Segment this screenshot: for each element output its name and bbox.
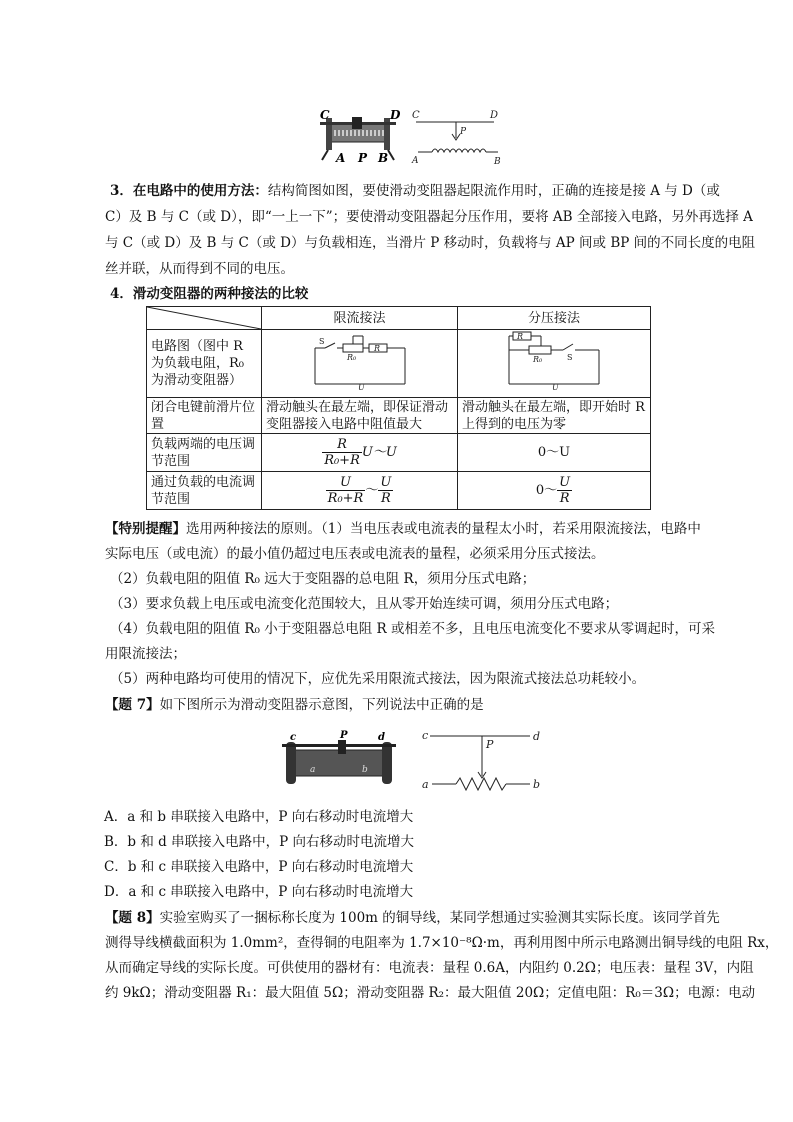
row-label-voltage-range: 负载两端的电压调节范围: [147, 434, 262, 472]
rheostat-schematic: [411, 110, 501, 166]
section3-line3: 与 C（或 D）及 B 与 C（或 D）与负载相连，当滑片 P 移动时，负载将与 AP 间或 BP 间的不同长度的电阻: [105, 235, 756, 251]
comparison-table: [146, 306, 651, 510]
current-fraction-divider: $\frac{U}{R}$: [559, 475, 571, 506]
circuit2-r0: R₀: [533, 355, 543, 364]
circuit2-u: U: [552, 383, 559, 392]
q7-photo-b: b: [362, 765, 368, 775]
tips-line7: （5）两种电路均可使用的情况下，应优先采用限流式接法，因为限流式接法总功耗较小。: [110, 671, 646, 687]
current-range-voltage-divider: 0～ $\frac{U}{R}$: [458, 472, 651, 510]
label-p: P: [358, 151, 368, 165]
q7-rheostat-figure: [282, 728, 544, 792]
q7-rheostat-photo: [282, 730, 396, 784]
circuit-current-limiting: [262, 330, 458, 398]
sch-label-p: P: [460, 127, 467, 137]
circuit1-u: U: [357, 383, 365, 392]
q7-rheostat-schematic: [422, 729, 540, 791]
circuit1-s: S: [318, 337, 324, 346]
q7-sch-a: a: [422, 778, 429, 791]
tips-line1: 【特别提醒】选用两种接法的原则。（1）当电压表或电流表的量程太小时，若采用限流接法，电路中: [105, 521, 701, 537]
q7-photo-p: P: [340, 730, 348, 741]
col-header-current-limiting: 限流接法: [262, 307, 458, 330]
q7-option-b[interactable]: B．b 和 d 串联接入电路中，P 向右移动时电流增大: [104, 834, 414, 850]
tips-line2: 实际电压（或电流）的最小值仍超过电压表或电流表的量程，必须采用分压式接法。: [105, 546, 605, 562]
section3-line1: 3．在电路中的使用方法：结构简图如图，要使滑动变阻器起限流作用时，正确的连接是接 A 与 D（或: [110, 183, 720, 199]
voltage-fraction: $\frac{R}{\text{R₀+R}}$: [324, 437, 360, 468]
section3-line4: 丝并联，从而得到不同的电压。: [105, 261, 294, 277]
slider-position-current-limiting: 滑动触头在最左端，即保证滑动变阻器接入电路中阻值最大: [262, 398, 458, 434]
sch-label-b: B: [494, 157, 501, 166]
q7-sch-b: b: [533, 778, 541, 791]
current-range-current-limiting: $\frac{U}{\text{R₀+R}}$ ～ $\frac{U}{R}$: [262, 472, 458, 510]
label-d: D: [390, 108, 401, 122]
rheostat-figure: [318, 108, 508, 166]
sch-label-d: D: [490, 110, 499, 121]
voltage-range-voltage-divider: 0～U: [458, 434, 651, 472]
circuit1-r0: R₀: [346, 353, 356, 362]
circuit-voltage-divider: [458, 330, 651, 398]
sch-label-a: A: [412, 156, 419, 166]
q7-option-c[interactable]: C．b 和 c 串联接入电路中，P 向右移动时电流增大: [104, 859, 414, 875]
tips-line4: （3）要求负载上电压或电流变化范围较大，且从零开始连续可调，须用分压式电路；: [110, 596, 619, 612]
q7-photo-c: c: [290, 732, 297, 743]
label-a: A: [336, 151, 346, 165]
q8-line3: 从而确定导线的实际长度。可供使用的器材有：电流表：量程 0.6A，内阻约 0.2Ω；电压表：量程 3V，内阻: [105, 960, 754, 976]
circuit2-r: R: [517, 332, 524, 341]
q7-sch-p: P: [486, 738, 494, 751]
current-fraction-max: $\frac{U}{R}$: [380, 475, 392, 506]
q7-photo-a: a: [310, 765, 316, 775]
circuit1-r: R: [373, 344, 380, 353]
q7-sch-c: c: [422, 729, 429, 742]
table-corner-cell: [147, 307, 262, 330]
label-b: B: [378, 151, 389, 165]
q7-photo-d: d: [378, 732, 385, 743]
tips-line3: （2）负载电阻的阻值 R₀ 远大于变阻器的总电阻 R，须用分压式电路；: [110, 571, 536, 587]
slider-position-voltage-divider: 滑动触头在最左端，即开始时 R 上得到的电压为零: [458, 398, 651, 434]
q7-option-a[interactable]: A．a 和 b 串联接入电路中，P 向右移动时电流增大: [104, 809, 414, 825]
col-header-voltage-divider: 分压接法: [458, 307, 651, 330]
q8-line2: 测得导线横截面积为 1.0mm²，查得铜的电阻率为 1.7×10⁻⁸Ω·m，再利用图中所示电路测出铜导线的电阻 Rx，: [105, 935, 779, 951]
section4-title: 4．滑动变阻器的两种接法的比较: [110, 286, 309, 302]
q7-stem: 【题 7】如下图所示为滑动变阻器示意图，下列说法中正确的是: [105, 697, 484, 713]
rheostat-photo: [320, 108, 401, 165]
q8-line1: 【题 8】实验室购买了一捆标称长度为 100m 的铜导线，某同学想通过实验测其实际长度。该同学首先: [105, 910, 720, 926]
tips-line6: 用限流接法；: [105, 646, 186, 662]
voltage-range-current-limiting: $\frac{R}{\text{R₀+R}}$ U～U: [262, 434, 458, 472]
current-fraction-min: $\frac{U}{\text{R₀+R}}$: [327, 475, 364, 506]
row-label-circuit: 电路图（图中 R 为负载电阻，R₀ 为滑动变阻器）: [147, 330, 262, 398]
circuit2-s: S: [567, 353, 573, 362]
row-label-current-range: 通过负载的电流调节范围: [147, 472, 262, 510]
q8-line4: 约 9kΩ；滑动变阻器 R₁：最大阻值 5Ω；滑动变阻器 R₂：最大阻值 20Ω；定值电阻：R₀＝3Ω；电源：电动: [105, 985, 756, 1001]
sch-label-c: C: [412, 110, 420, 121]
section3-line2: C）及 B 与 C（或 D），即“一上一下”；要使滑动变阻器起分压作用，要将 AB 全部接入电路，另外再选择 A: [105, 209, 753, 225]
label-c: C: [320, 108, 330, 122]
tips-line5: （4）负载电阻的阻值 R₀ 小于变阻器总电阻 R 或相差不多，且电压电流变化不要求从零调起时，可采: [110, 621, 715, 637]
q7-option-d[interactable]: D．a 和 c 串联接入电路中，P 向右移动时电流增大: [104, 884, 414, 900]
q7-sch-d: d: [533, 730, 541, 743]
row-label-slider-position: 闭合电键前滑片位置: [147, 398, 262, 434]
